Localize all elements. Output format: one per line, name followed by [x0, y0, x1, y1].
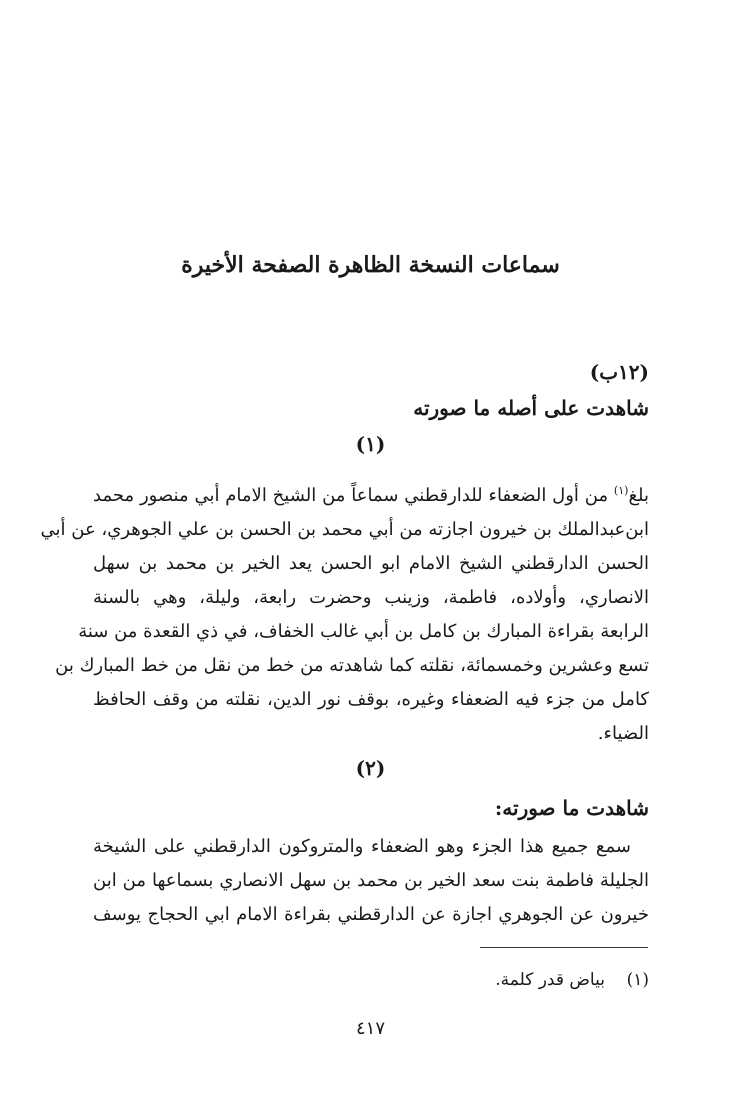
page-number: ٤١٧ — [355, 1018, 385, 1039]
section-heading-2: شاهدت ما صورته: — [494, 796, 649, 820]
paragraph-1-line: الرابعة بقراءة المبارك بن كامل بن أبي غالب الخفاف، في ذي القعدة من سنة — [78, 621, 649, 642]
page-title: سماعات النسخة الظاهرة الصفحة الأخيرة — [181, 252, 560, 278]
folio-reference: (١٢ب) — [589, 360, 649, 384]
footnote-marker-ref: (١) — [613, 484, 629, 497]
section-number-1: (١) — [355, 432, 386, 456]
footnote-marker: (١) — [626, 970, 649, 990]
paragraph-1 — [40, 474, 649, 751]
paragraph-2-line: سمع جميع هذا الجزء وهو الضعفاء والمتروكون الدارقطني على الشيخة — [93, 836, 631, 857]
section-number-2: (٢) — [355, 756, 386, 780]
paragraph-2-line: الجليلة فاطمة بنت سعد الخير بن محمد بن سهل الانصاري بسماعها من ابن — [93, 870, 649, 891]
paragraph-1-line: الضياء. — [597, 723, 649, 744]
section-heading-1: شاهدت على أصله ما صورته — [413, 396, 649, 420]
paragraph-1-line: كامل من جزء فيه الضعفاء وغيره، بوقف نور الدين، نقلته من وقف الحافظ — [93, 689, 649, 710]
paragraph-1-lead: بلغ — [628, 485, 649, 506]
paragraph-2 — [93, 830, 649, 932]
paragraph-1-line: تسع وعشرين وخمسمائة، نقلته كما شاهدته من خط من نقل من خط المبارك بن — [55, 655, 649, 676]
paragraph-1-line: الانصاري، وأولاده، فاطمة، وزينب وحضرت رابعة، وليلة، وهي بالسنة — [93, 587, 649, 608]
footnote-text: بياض قدر كلمة. — [495, 970, 605, 990]
paragraph-1-line: ابن‌عبدالملك بن خيرون اجازته من أبي محمد بن الحسن بن علي الجوهري، عن أبي — [40, 519, 649, 540]
paragraph-1-line: الحسن الدارقطني الشيخ الامام ابو الحسن يعد الخير بن محمد بن سهل — [93, 553, 649, 574]
footnote — [93, 970, 649, 990]
paragraph-2-line: خيرون عن الجوهري اجازة عن الدارقطني بقراءة الامام ابي الحجاج يوسف — [93, 904, 649, 925]
footnote-divider — [480, 947, 648, 948]
paragraph-1-line: بلغ$^{(١)}$ من أول الضعفاء للدارقطني سماعاً من الشيخ الامام أبي منصور محمد — [93, 484, 649, 506]
